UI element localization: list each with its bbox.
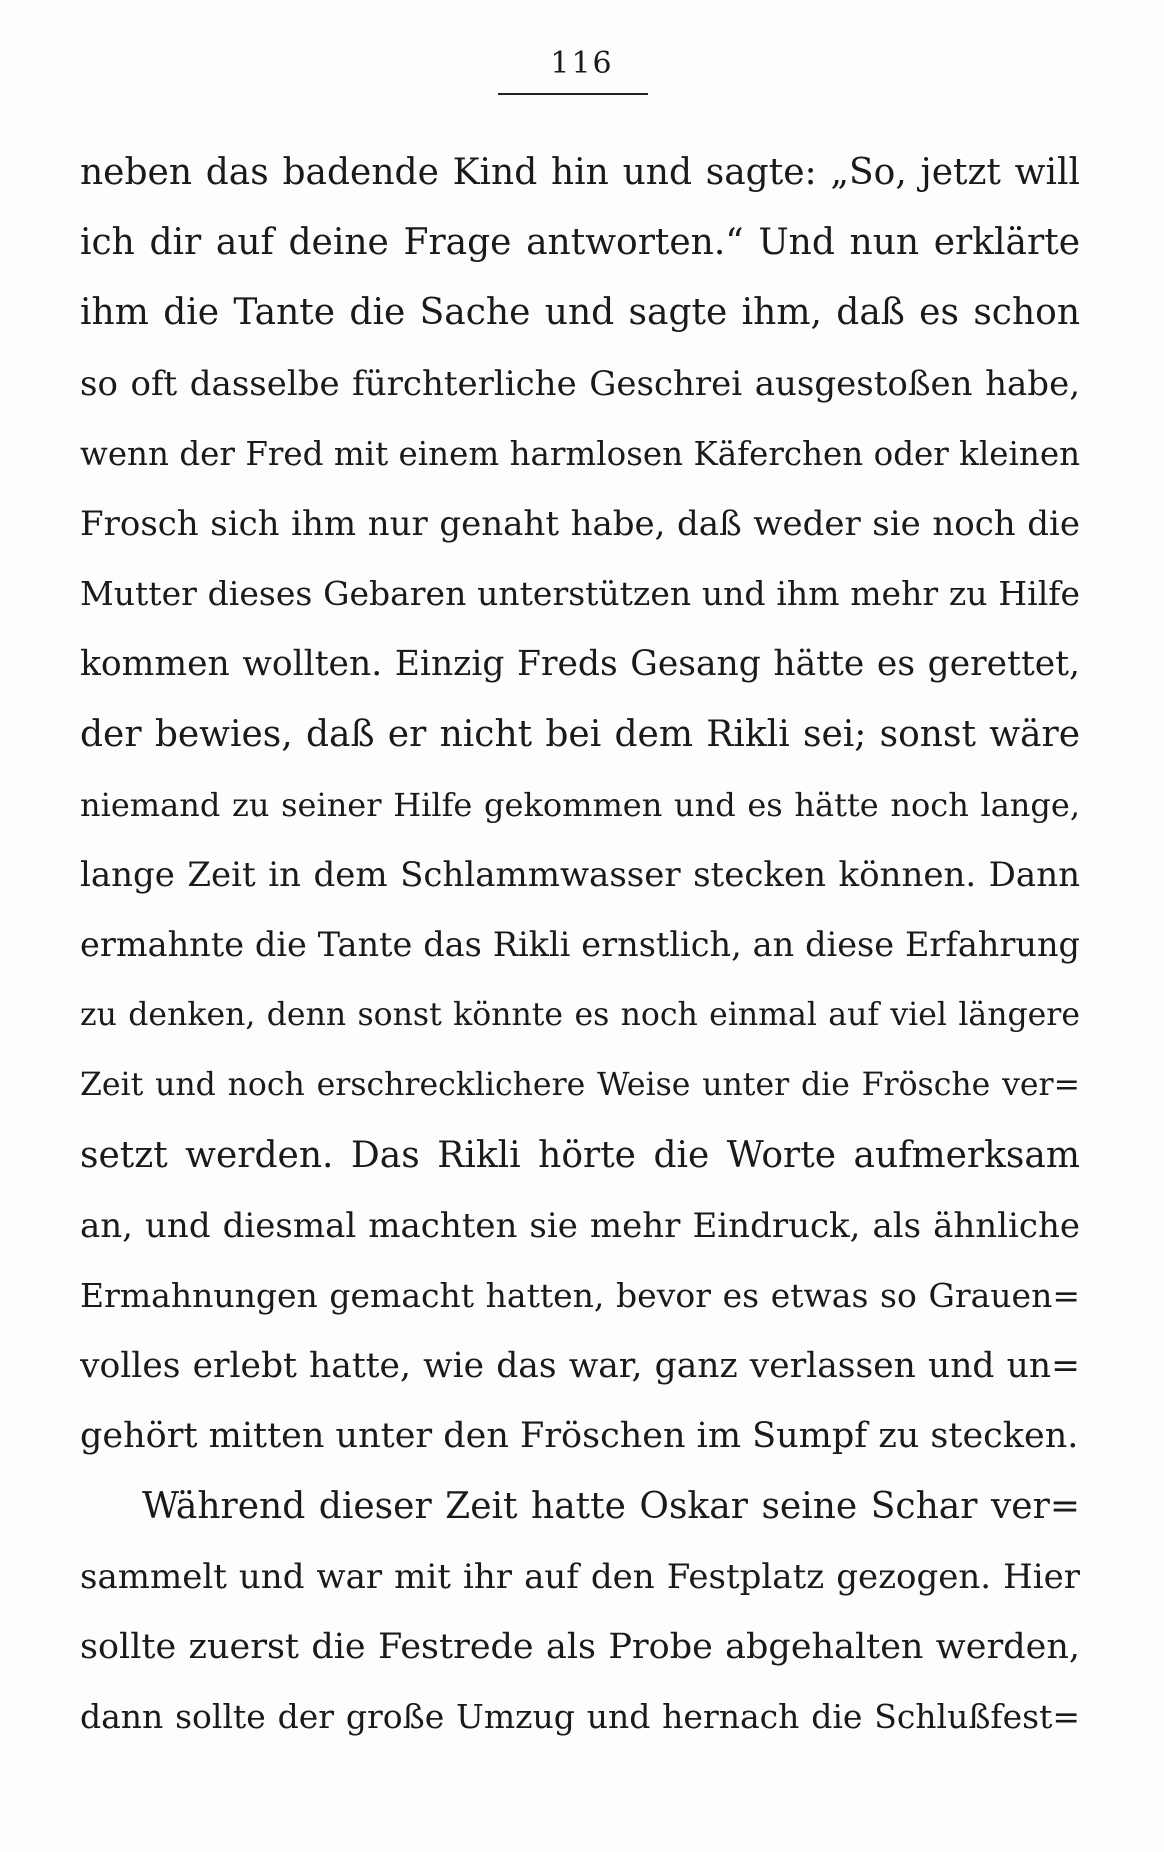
text-line: niemand zu seiner Hilfe gekommen und es hätte noch lange, [80, 785, 1080, 824]
text-line: ermahnte die Tante das Rikli ernstlich, an diese Erfahrung [80, 925, 1080, 965]
text-line: Frosch sich ihm nur genaht habe, daß weder sie noch die [80, 503, 1080, 544]
text-line: Zeit und noch erschrecklichere Weise unter die Frösche ver= [80, 1067, 1080, 1104]
body-text [80, 138, 1080, 1752]
text-line: Mutter dieses Gebaren unterstützen und ihm mehr zu Hilfe [80, 574, 1080, 614]
text-line: der bewies, daß er nicht bei dem Rikli sei; sonst wäre [80, 713, 1080, 755]
text-line: so oft dasselbe fürchterliche Geschrei ausgestoßen habe, [80, 363, 1080, 404]
text-line: ich dir auf deine Frage antworten.“ Und nun erklärte [80, 222, 1080, 264]
text-line: sammelt und war mit ihr auf den Festplatz gezogen. Hier [80, 1556, 1080, 1597]
text-line: dann sollte der große Umzug und hernach die Schlußfest= [80, 1697, 1080, 1737]
text-line: lange Zeit in dem Schlammwasser stecken können. Dann [80, 854, 1080, 895]
text-line: neben das badende Kind hin und sagte: „So, jetzt will [80, 152, 1080, 193]
text-line: an, und diesmal machten sie mehr Eindruck, als ähnliche [80, 1205, 1080, 1246]
text-line: sollte zuerst die Festrede als Probe abgehalten werden, [80, 1626, 1080, 1667]
text-line: ihm die Tante die Sache und sagte ihm, daß es schon [80, 292, 1080, 334]
paragraph-first-line: Während dieser Zeit hatte Oskar seine Schar ver= [142, 1485, 1080, 1527]
paragraph-last-line: gehört mitten unter den Fröschen im Sumpf zu stecken. [80, 1416, 1079, 1457]
text-line: volles erlebt hatte, wie das war, ganz verlassen und un= [80, 1346, 1080, 1387]
text-line: kommen wollten. Einzig Freds Gesang hätte es gerettet, [80, 644, 1080, 685]
text-line: Ermahnungen gemacht hatten, bevor es etwas so Grauen= [80, 1276, 1080, 1315]
header-rule [498, 93, 648, 95]
text-line: setzt werden. Das Rikli hörte die Worte aufmerksam [80, 1134, 1080, 1176]
text-line: zu denken, denn sonst könnte es noch einmal auf viel längere [80, 997, 1080, 1034]
text-line: wenn der Fred mit einem harmlosen Käferchen oder kleinen [80, 434, 1080, 473]
page-number: 116 [550, 46, 614, 81]
